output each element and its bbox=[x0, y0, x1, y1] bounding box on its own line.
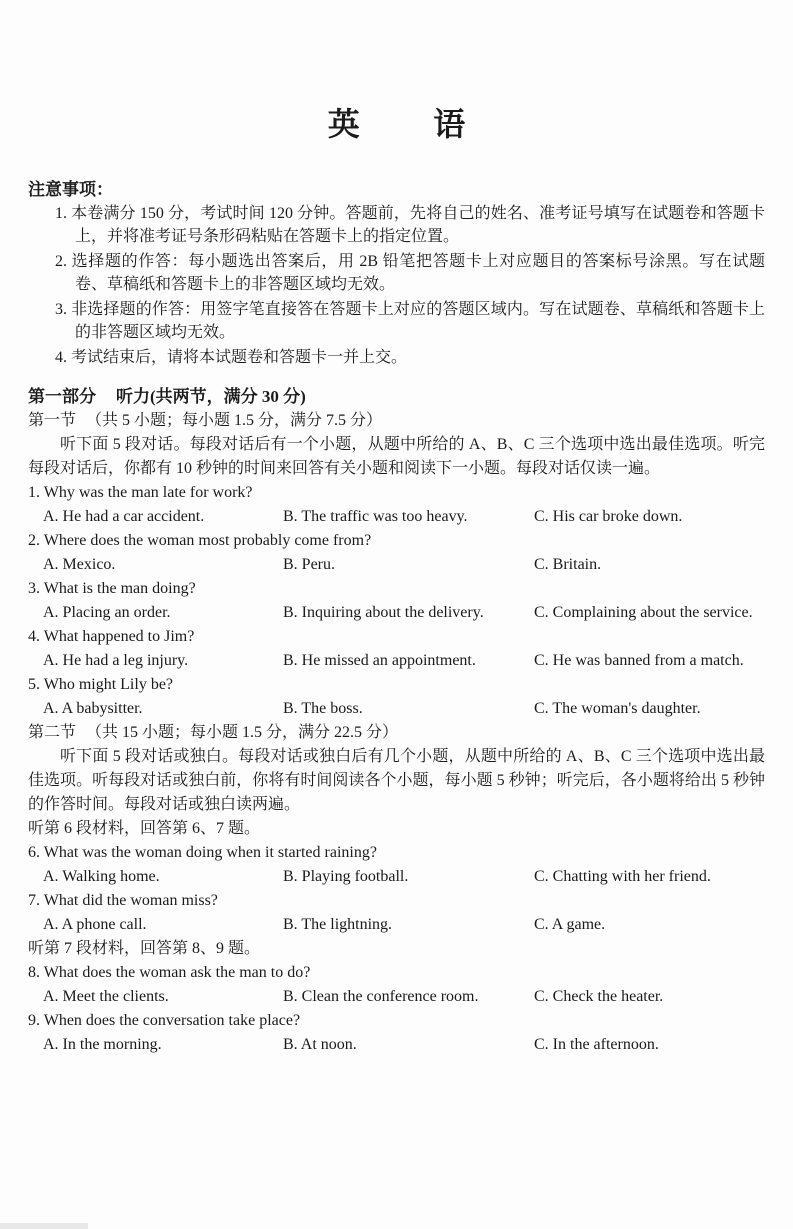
question-9-option-b: B. At noon. bbox=[283, 1036, 357, 1053]
part1-heading bbox=[28, 385, 765, 409]
question-8-option-a: A. Meet the clients. bbox=[43, 988, 169, 1005]
question-2-option-b: B. Peru. bbox=[283, 556, 335, 573]
question-6-option-b: B. Playing football. bbox=[283, 868, 409, 885]
question-8 bbox=[28, 961, 765, 1009]
question-5-option-a: A. A babysitter. bbox=[43, 700, 143, 717]
section2-label: 第二节 bbox=[28, 724, 77, 741]
question-7-option-c: C. A game. bbox=[534, 916, 606, 933]
question-5-text: 5. Who might Lily be? bbox=[28, 676, 174, 693]
question-2-text: 2. Where does the woman most probably come from? bbox=[28, 532, 372, 549]
question-4 bbox=[28, 625, 765, 673]
question-9 bbox=[28, 1009, 765, 1057]
question-4-option-a: A. He had a leg injury. bbox=[43, 652, 189, 669]
question-2-options bbox=[28, 553, 765, 577]
question-1-option-c: C. His car broke down. bbox=[534, 508, 683, 525]
question-1-text: 1. Why was the man late for work? bbox=[28, 484, 253, 501]
question-3-option-a: A. Placing an order. bbox=[43, 604, 171, 621]
question-2 bbox=[28, 529, 765, 577]
question-5-options bbox=[28, 697, 765, 721]
question-8-options bbox=[28, 985, 765, 1009]
question-7-options bbox=[28, 913, 765, 937]
page bbox=[0, 108, 793, 1057]
question-1 bbox=[28, 481, 765, 529]
question-2-option-a: A. Mexico. bbox=[43, 556, 116, 573]
question-5-option-b: B. The boss. bbox=[283, 700, 363, 717]
exam-paper-scan bbox=[0, 108, 793, 1229]
question-8-option-b: B. Clean the conference room. bbox=[283, 988, 479, 1005]
question-3-option-b: B. Inquiring about the delivery. bbox=[283, 604, 484, 621]
question-7-option-a: A. A phone call. bbox=[43, 916, 147, 933]
question-6-options bbox=[28, 865, 765, 889]
question-3 bbox=[28, 577, 765, 625]
question-1-options bbox=[28, 505, 765, 529]
notice-item-1: 1. 本卷满分 150 分，考试时间 120 分钟。答题前，先将自己的姓名、准考证号填写在试题卷和答题卡上，并将准考证号条形码粘贴在答题卡上的指定位置。 bbox=[55, 205, 765, 245]
page-title: 英语 bbox=[327, 106, 539, 142]
question-9-options bbox=[28, 1033, 765, 1057]
section1-instructions: 听下面 5 段对话。每段对话后有一个小题，从题中所给的 A、B、C 三个选项中选出最佳选项。听完每段对话后，你都有 10 秒钟的时间来回答有关小题和阅读下一小题。每段对话仅读一遍。 bbox=[28, 436, 765, 477]
section2-heading bbox=[28, 721, 765, 745]
notice-heading: 注意事项： bbox=[28, 180, 113, 199]
question-8-option-c: C. Check the heater. bbox=[534, 988, 664, 1005]
section1-score-note: （共 5 小题；每小题 1.5 分，满分 7.5 分） bbox=[86, 412, 383, 429]
notice-item-2: 2. 选择题的作答：每小题选出答案后，用 2B 铅笔把答题卡上对应题目的答案标号涂黑。写在试题卷、草稿纸和答题卡上的非答题区域均无效。 bbox=[55, 253, 765, 293]
section2-instructions: 听下面 5 段对话或独白。每段对话或独白后有几个小题，从题中所给的 A、B、C 三个选项中选出最佳选项。听每段对话或独白前，你将有时间阅读各个小题，每小题 5 秒钟；听完后，各小题将给出 5 秒钟的作答时间。每段对话或独白读两遍。 bbox=[28, 748, 765, 813]
section1-label: 第一节 bbox=[28, 412, 77, 429]
question-7-text: 7. What did the woman miss? bbox=[28, 892, 218, 909]
question-6 bbox=[28, 841, 765, 889]
material-6-line: 听第 6 段材料，回答第 6、7 题。 bbox=[28, 820, 261, 837]
notice-item-3: 3. 非选择题的作答：用签字笔直接答在答题卡上对应的答题区域内。写在试题卷、草稿纸和答题卡上的非答题区域均无效。 bbox=[55, 301, 765, 341]
material-7-line: 听第 7 段材料，回答第 8、9 题。 bbox=[28, 940, 261, 957]
question-4-text: 4. What happened to Jim? bbox=[28, 628, 195, 645]
question-1-option-b: B. The traffic was too heavy. bbox=[283, 508, 468, 525]
scan-edge-artifact bbox=[0, 1223, 88, 1229]
question-4-options bbox=[28, 649, 765, 673]
part1-label: 第一部分 bbox=[28, 387, 96, 406]
question-5-option-c: C. The woman's daughter. bbox=[534, 700, 701, 717]
section1-heading bbox=[28, 409, 765, 433]
question-4-option-c: C. He was banned from a match. bbox=[534, 652, 744, 669]
question-9-option-c: C. In the afternoon. bbox=[534, 1036, 659, 1053]
question-9-text: 9. When does the conversation take place? bbox=[28, 1012, 301, 1029]
question-7 bbox=[28, 889, 765, 937]
question-5 bbox=[28, 673, 765, 721]
part1-name: 听力(共两节，满分 30 分) bbox=[116, 387, 306, 406]
notice-list bbox=[28, 202, 765, 369]
question-6-option-a: A. Walking home. bbox=[43, 868, 160, 885]
question-3-options bbox=[28, 601, 765, 625]
question-1-option-a: A. He had a car accident. bbox=[43, 508, 205, 525]
question-4-option-b: B. He missed an appointment. bbox=[283, 652, 476, 669]
section2-score-note: （共 15 小题；每小题 1.5 分，满分 22.5 分） bbox=[86, 724, 399, 741]
question-3-option-c: C. Complaining about the service. bbox=[534, 604, 753, 621]
question-6-option-c: C. Chatting with her friend. bbox=[534, 868, 711, 885]
question-8-text: 8. What does the woman ask the man to do? bbox=[28, 964, 311, 981]
question-2-option-c: C. Britain. bbox=[534, 556, 602, 573]
question-9-option-a: A. In the morning. bbox=[43, 1036, 162, 1053]
notice-item-4: 4. 考试结束后，请将本试题卷和答题卡一并上交。 bbox=[55, 349, 408, 366]
question-6-text: 6. What was the woman doing when it started raining? bbox=[28, 844, 377, 861]
question-7-option-b: B. The lightning. bbox=[283, 916, 393, 933]
question-3-text: 3. What is the man doing? bbox=[28, 580, 196, 597]
